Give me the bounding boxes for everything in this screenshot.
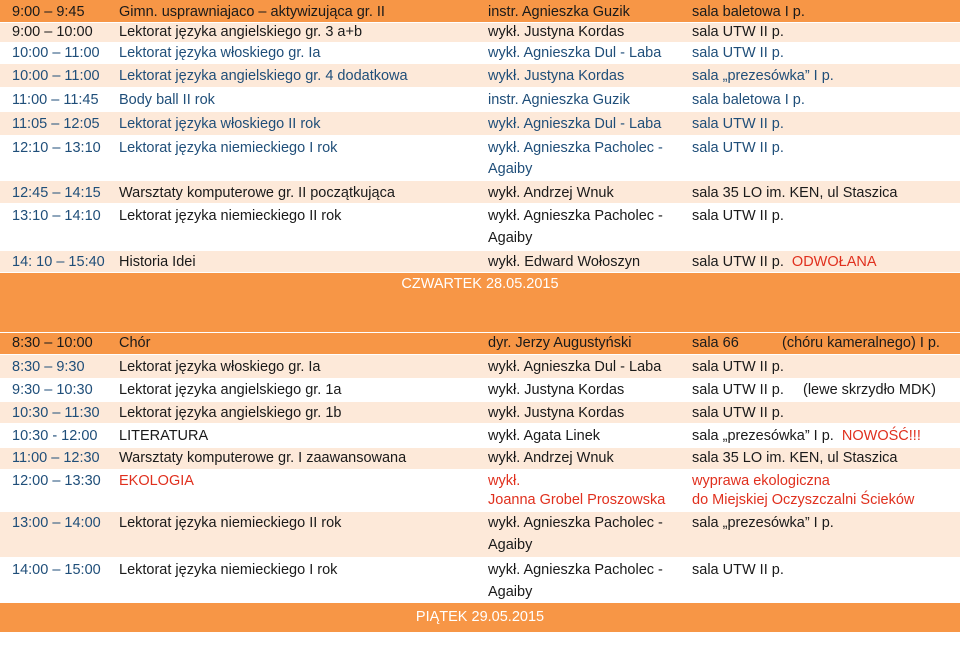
time-cell: 12:45 – 14:15 xyxy=(12,185,101,201)
room-text: sala UTW II p. xyxy=(692,254,784,270)
instructor-cell-line2: Agaiby xyxy=(488,537,533,553)
room-cell: sala UTW II p. xyxy=(692,208,784,224)
room-cell: sala UTW II p. xyxy=(692,24,784,40)
table-row xyxy=(0,112,960,136)
room-cell: sala UTW II p. xyxy=(692,116,784,132)
day-header-band xyxy=(0,603,960,633)
room-cell: sala UTW II p. xyxy=(692,359,784,375)
instructor-cell: instr. Agnieszka Guzik xyxy=(488,4,630,20)
instructor-cell: dyr. Jerzy Augustyński xyxy=(488,335,632,351)
subject-cell: Lektorat języka włoskiego gr. Ia xyxy=(119,359,321,375)
room-cell: sala UTW II p. xyxy=(692,405,784,421)
room-cell: sala UTW II p. xyxy=(692,562,784,578)
subject-cell: Historia Idei xyxy=(119,254,196,270)
time-cell: 11:00 – 12:30 xyxy=(12,450,100,466)
instructor-cell: wykł. Edward Wołoszyn xyxy=(488,254,641,270)
instructor-cell-line2: Agaiby xyxy=(488,230,533,246)
subject-cell: Warsztaty komputerowe gr. I zaawansowana xyxy=(119,450,407,466)
room-text: sala „prezesówka” I p. xyxy=(692,428,834,444)
instructor-cell: wykł. Agnieszka Pacholec - xyxy=(488,140,663,156)
time-cell: 13:10 – 14:10 xyxy=(12,208,101,224)
instructor-cell: wykł. xyxy=(488,473,521,489)
subject-cell: Chór xyxy=(119,335,151,351)
subject-cell: Lektorat języka niemieckiego II rok xyxy=(119,208,342,224)
day-header-thursday: CZWARTEK 28.05.2015 xyxy=(401,276,559,292)
instructor-cell: wykł. Agnieszka Dul - Laba xyxy=(488,116,662,132)
table-row xyxy=(0,355,960,379)
subject-cell: Warsztaty komputerowe gr. II początkująca xyxy=(119,185,395,201)
room-cell: sala 66 xyxy=(692,335,739,351)
subject-cell: Lektorat języka niemieckiego II rok xyxy=(119,515,342,531)
instructor-cell: wykł. Justyna Kordas xyxy=(488,382,625,398)
time-cell: 11:00 – 11:45 xyxy=(12,92,99,108)
room-cell: sala UTW II p. xyxy=(692,140,784,156)
subject-cell: LITERATURA xyxy=(119,428,209,444)
instructor-cell-line2: Joanna Grobel Proszowska xyxy=(488,492,666,508)
instructor-cell: wykł. Agnieszka Pacholec - xyxy=(488,208,663,224)
table-row xyxy=(0,204,960,251)
subject-cell: Gimn. usprawniajaco – aktywizująca gr. II xyxy=(119,4,385,20)
instructor-cell: wykł. Agnieszka Dul - Laba xyxy=(488,45,662,61)
table-row xyxy=(0,136,960,181)
room-cell: sala baletowa I p. xyxy=(692,92,805,108)
table-row xyxy=(0,181,960,204)
table-row xyxy=(0,333,960,355)
day-header-band xyxy=(0,273,960,333)
table-row xyxy=(0,470,960,512)
instructor-cell: wykł. Andrzej Wnuk xyxy=(488,185,614,201)
time-cell: 12:10 – 13:10 xyxy=(12,140,101,156)
table-row xyxy=(0,512,960,558)
cancelled-note: ODWOŁANA xyxy=(791,254,877,270)
instructor-cell-line2: Agaiby xyxy=(488,584,533,600)
room-cell-line2: do Miejskiej Oczyszczalni Ścieków xyxy=(692,492,915,508)
instructor-cell: wykł. Agata Linek xyxy=(488,428,601,444)
subject-cell: Lektorat języka angielskiego gr. 1a xyxy=(119,382,342,398)
time-cell: 12:00 – 13:30 xyxy=(12,473,101,489)
table-row xyxy=(0,402,960,424)
room-cell: sala „prezesówka” I p. xyxy=(692,68,834,84)
table-row xyxy=(0,379,960,402)
subject-cell: Lektorat języka angielskiego gr. 3 a+b xyxy=(119,24,363,40)
subject-cell: Lektorat języka włoskiego gr. Ia xyxy=(119,45,321,61)
room-cell: sala UTW II p. xyxy=(692,45,784,61)
time-cell: 9:00 – 10:00 xyxy=(12,24,93,40)
room-cell: sala UTW II p. xyxy=(692,382,784,398)
table-row xyxy=(0,23,960,43)
instructor-cell: wykł. Agnieszka Pacholec - xyxy=(488,515,663,531)
table-row xyxy=(0,64,960,88)
subject-cell: Lektorat języka włoskiego II rok xyxy=(119,116,321,132)
time-cell: 8:30 – 10:00 xyxy=(12,335,93,351)
subject-cell: Lektorat języka niemieckiego I rok xyxy=(119,140,338,156)
time-cell: 9:30 – 10:30 xyxy=(12,382,93,398)
time-cell: 11:05 – 12:05 xyxy=(12,116,100,132)
time-cell: 14:00 – 15:00 xyxy=(12,562,101,578)
room-cell: sala baletowa I p. xyxy=(692,4,805,20)
room-cell: sala „prezesówka” I p. xyxy=(692,515,834,531)
subject-cell: Lektorat języka angielskiego gr. 4 dodatkowa xyxy=(119,68,408,84)
time-cell: 10:30 - 12:00 xyxy=(12,428,98,444)
new-badge: NOWOŚĆ!!! xyxy=(841,428,921,444)
instructor-cell: wykł. Agnieszka Dul - Laba xyxy=(488,359,662,375)
table-row xyxy=(0,43,960,64)
subject-cell: Lektorat języka niemieckiego I rok xyxy=(119,562,338,578)
table-row xyxy=(0,251,960,273)
instructor-cell: wykł. Justyna Kordas xyxy=(488,24,625,40)
room-note: (chóru kameralnego) I p. xyxy=(782,335,940,351)
instructor-cell: wykł. Agnieszka Pacholec - xyxy=(488,562,663,578)
instructor-cell: wykł. Justyna Kordas xyxy=(488,405,625,421)
time-cell: 13:00 – 14:00 xyxy=(12,515,101,531)
instructor-cell: instr. Agnieszka Guzik xyxy=(488,92,630,108)
instructor-cell: wykł. Justyna Kordas xyxy=(488,68,625,84)
table-row xyxy=(0,448,960,470)
time-cell: 10:00 – 11:00 xyxy=(12,68,100,84)
room-cell: sala 35 LO im. KEN, ul Staszica xyxy=(692,450,898,466)
time-cell: 9:00 – 9:45 xyxy=(12,4,85,20)
instructor-cell: wykł. Andrzej Wnuk xyxy=(488,450,614,466)
room-note: (lewe skrzydło MDK) xyxy=(803,382,936,398)
room-cell xyxy=(692,251,877,273)
table-row xyxy=(0,0,960,23)
room-cell xyxy=(692,425,921,447)
room-cell: wyprawa ekologiczna xyxy=(692,473,830,489)
day-header-friday: PIĄTEK 29.05.2015 xyxy=(415,609,545,625)
time-cell: 14: 10 – 15:40 xyxy=(12,254,105,270)
room-cell: sala 35 LO im. KEN, ul Staszica xyxy=(692,185,898,201)
time-cell: 8:30 – 9:30 xyxy=(12,359,85,375)
subject-cell: Body ball II rok xyxy=(119,92,215,108)
table-row xyxy=(0,424,960,448)
table-row xyxy=(0,558,960,603)
subject-cell: EKOLOGIA xyxy=(119,473,194,489)
time-cell: 10:30 – 11:30 xyxy=(12,405,100,421)
subject-cell: Lektorat języka angielskiego gr. 1b xyxy=(119,405,342,421)
instructor-cell-line2: Agaiby xyxy=(488,161,533,177)
time-cell: 10:00 – 11:00 xyxy=(12,45,100,61)
table-row xyxy=(0,88,960,112)
